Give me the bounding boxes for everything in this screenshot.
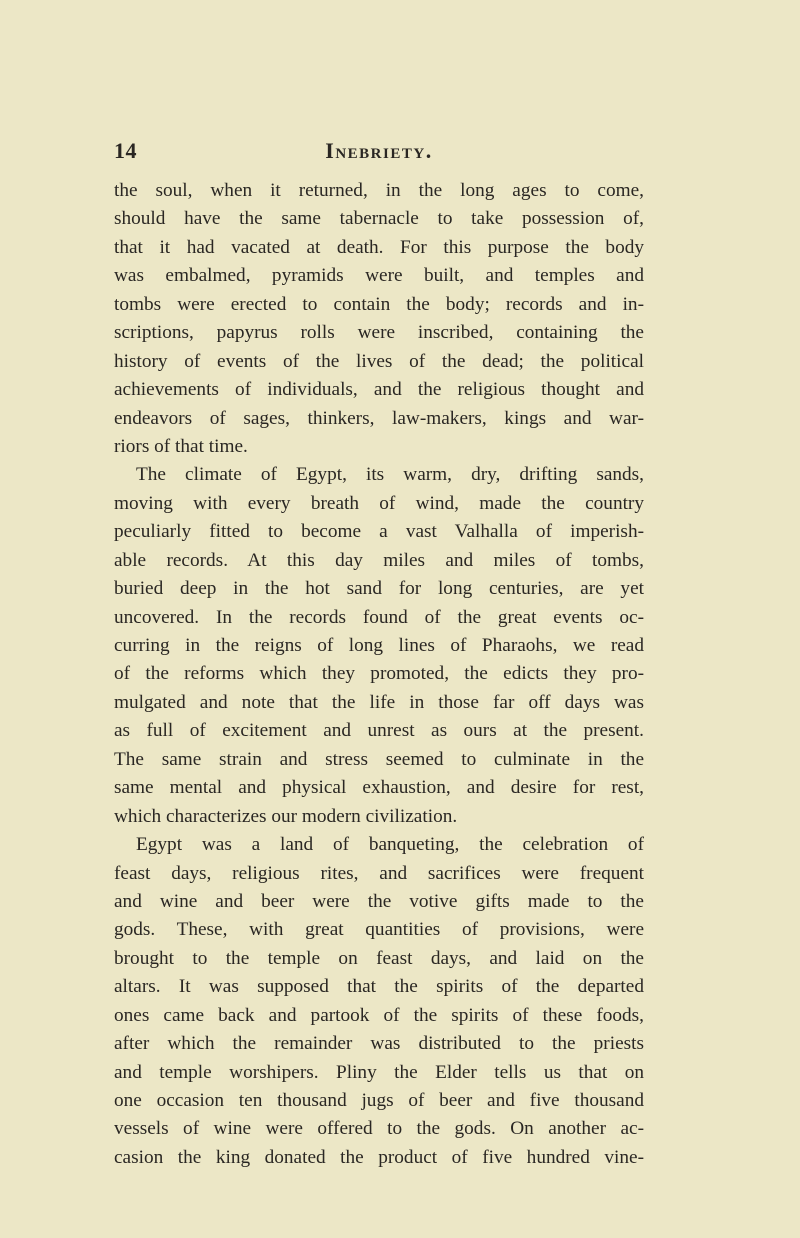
text-line: able records. At this day miles and miles of tombs, bbox=[114, 549, 644, 571]
text-line: curring in the reigns of long lines of Pharaohs, we read bbox=[114, 635, 644, 656]
text-line: The same strain and stress seemed to culminate in the bbox=[114, 748, 644, 770]
text-line: which characterizes our modern civilization. bbox=[114, 805, 458, 827]
text-line: moving with every breath of wind, made the country bbox=[114, 492, 644, 514]
text-line: should have the same tabernacle to take possession of, bbox=[114, 208, 644, 230]
text-line: mulgated and note that the life in those far off days was bbox=[114, 691, 644, 713]
text-line: the soul, when it returned, in the long ages to come, bbox=[114, 180, 644, 201]
text-line: casion the king donated the product of five hundred vine- bbox=[114, 1146, 644, 1168]
text-line: uncovered. In the records found of the great events oc- bbox=[114, 606, 644, 628]
text-line: history of events of the lives of the dead; the political bbox=[114, 350, 644, 372]
text-line: feast days, religious rites, and sacrifices were frequent bbox=[114, 862, 644, 884]
text-line: achievements of individuals, and the religious thought and bbox=[114, 379, 644, 401]
text-line: same mental and physical exhaustion, and desire for rest, bbox=[114, 777, 644, 799]
text-line: after which the remainder was distributed to the priests bbox=[114, 1033, 644, 1055]
text-line: vessels of wine were offered to the gods. On another ac- bbox=[114, 1118, 644, 1140]
text-line: peculiarly fitted to become a vast Valhalla of imperish- bbox=[114, 521, 644, 543]
text-line: and wine and beer were the votive gifts made to the bbox=[114, 890, 644, 912]
text-line: as full of excitement and unrest as ours at the present. bbox=[114, 720, 644, 742]
text-line: that it had vacated at death. For this purpose the body bbox=[114, 236, 644, 258]
text-line: tombs were erected to contain the body; records and in- bbox=[114, 293, 644, 315]
page-header bbox=[114, 138, 644, 168]
text-line: gods. These, with great quantities of provisions, were bbox=[114, 919, 644, 941]
text-line: altars. It was supposed that the spirits of the departed bbox=[114, 976, 644, 998]
text-line: scriptions, papyrus rolls were inscribed, containing the bbox=[114, 322, 644, 344]
text-line: The climate of Egypt, its warm, dry, drifting sands, bbox=[136, 464, 644, 486]
text-line: riors of that time. bbox=[114, 435, 248, 457]
text-line: and temple worshipers. Pliny the Elder tells us that on bbox=[114, 1061, 644, 1083]
page-number: 14 bbox=[114, 138, 137, 163]
text-line: Egypt was a land of banqueting, the celebration of bbox=[136, 834, 644, 856]
text-line: endeavors of sages, thinkers, law-makers, kings and war- bbox=[114, 407, 644, 429]
running-title: Inebriety. bbox=[325, 138, 433, 163]
text-line: brought to the temple on feast days, and laid on the bbox=[114, 947, 644, 969]
text-line: buried deep in the hot sand for long centuries, are yet bbox=[114, 578, 644, 600]
body-text bbox=[114, 177, 644, 1172]
text-line: ones came back and partook of the spirits of these foods, bbox=[114, 1004, 644, 1026]
text-line: was embalmed, pyramids were built, and temples and bbox=[114, 265, 644, 287]
text-line: of the reforms which they promoted, the edicts they pro- bbox=[114, 663, 644, 685]
text-line: one occasion ten thousand jugs of beer and five thousand bbox=[114, 1090, 644, 1111]
